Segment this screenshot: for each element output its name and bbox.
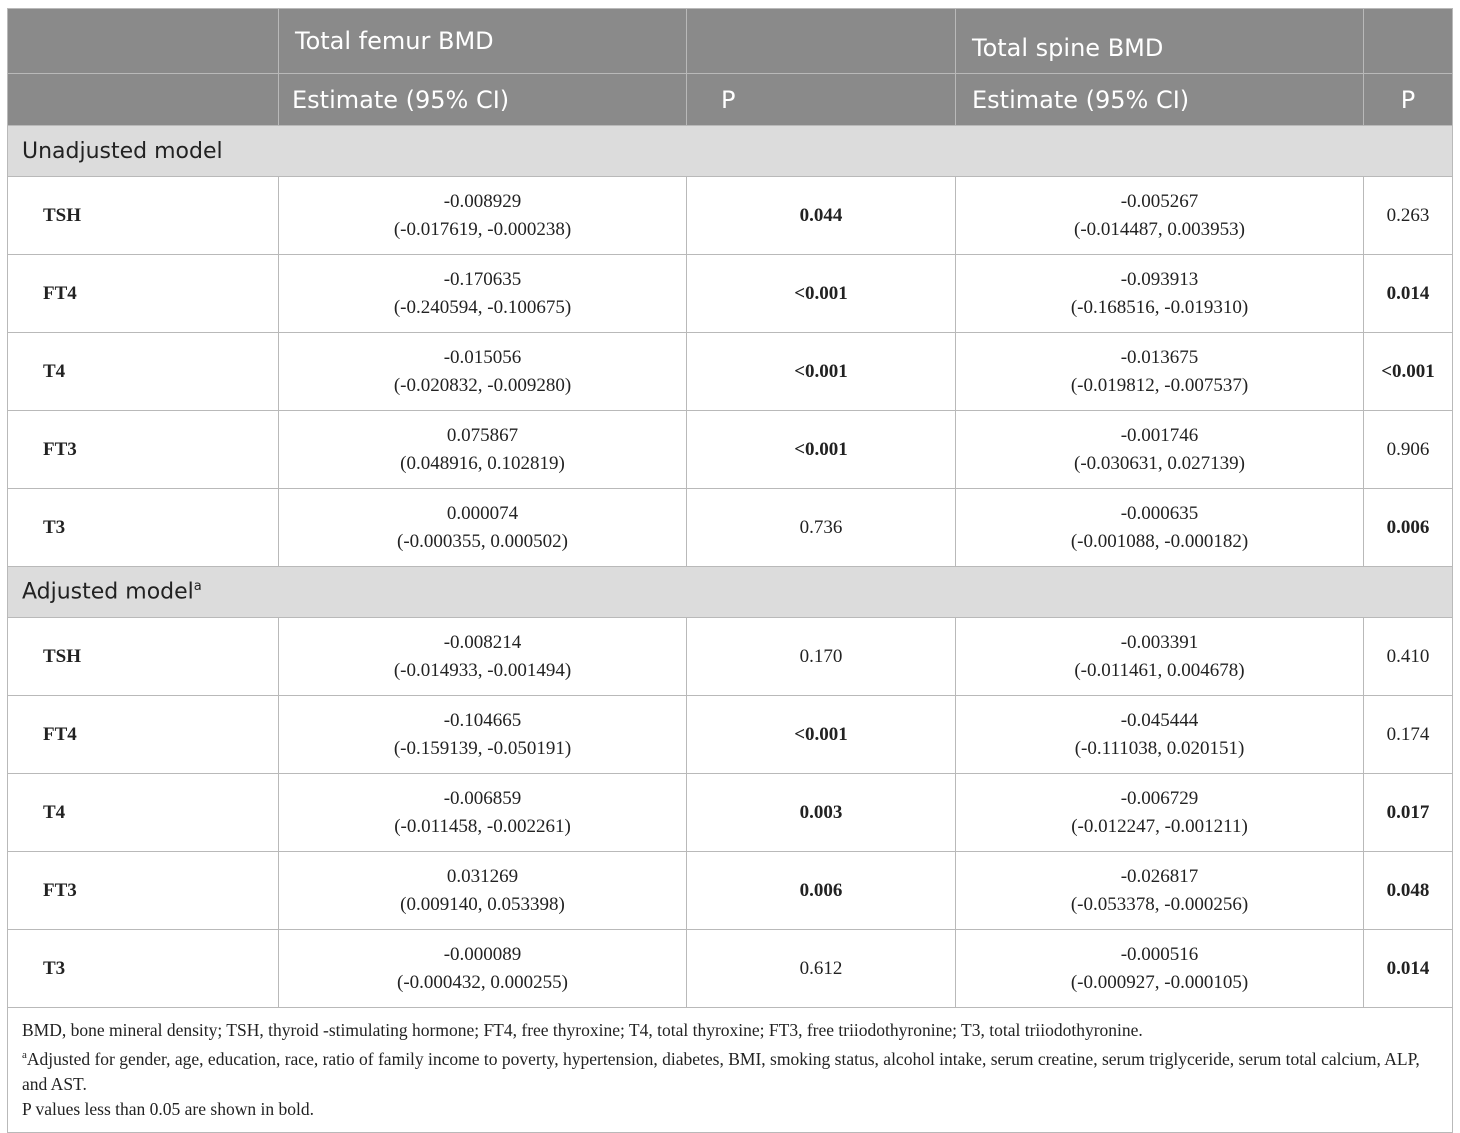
section-row (8, 567, 1453, 618)
footnote-bold-note: P values less than 0.05 are shown in bold. (22, 1098, 314, 1119)
spine-estimate-cell (956, 255, 1364, 333)
femur-p-cell: <0.001 (687, 411, 956, 489)
variable-cell: FT3 (8, 411, 279, 489)
variable-cell: FT4 (8, 255, 279, 333)
confidence-interval: (-0.020832, -0.009280) (393, 374, 572, 396)
spine-estimate-cell (956, 489, 1364, 567)
table-row (8, 774, 1453, 852)
section-label-text: Adjusted model (22, 579, 194, 605)
section-label-sup: a (193, 579, 202, 595)
confidence-interval: (-0.053378, -0.000256) (1070, 893, 1249, 915)
confidence-interval: (-0.014933, -0.001494) (393, 659, 572, 681)
femur-estimate-cell (279, 177, 687, 255)
spine-estimate-cell (956, 618, 1364, 696)
spine-estimate-header: Estimate (95% CI) (956, 74, 1364, 126)
table-row (8, 618, 1453, 696)
estimate-value: -0.008929 (443, 190, 522, 212)
spine-p-cell: 0.017 (1364, 774, 1453, 852)
table-row (8, 930, 1453, 1008)
table-row (8, 696, 1453, 774)
femur-p-cell: <0.001 (687, 255, 956, 333)
variable-cell: FT3 (8, 852, 279, 930)
estimate-value: 0.000074 (446, 502, 519, 524)
estimate-value: -0.026817 (1120, 865, 1199, 887)
footnote-cell (8, 1008, 1453, 1133)
variable-cell: T3 (8, 489, 279, 567)
femur-estimate-cell (279, 333, 687, 411)
header-blank (687, 9, 956, 74)
estimate-value: -0.003391 (1120, 631, 1199, 653)
spine-bmd-header: Total spine BMD (956, 9, 1364, 74)
femur-estimate-header: Estimate (95% CI) (279, 74, 687, 126)
estimate-value: -0.008214 (443, 631, 522, 653)
spine-p-header: P (1364, 74, 1453, 126)
femur-estimate-cell (279, 774, 687, 852)
confidence-interval: (-0.001088, -0.000182) (1070, 530, 1249, 552)
femur-estimate-cell (279, 618, 687, 696)
spine-p-cell: 0.174 (1364, 696, 1453, 774)
table-footnotes (8, 1008, 1453, 1133)
confidence-interval: (-0.000927, -0.000105) (1070, 971, 1249, 993)
femur-p-cell: <0.001 (687, 696, 956, 774)
spine-estimate-cell (956, 333, 1364, 411)
header-blank (8, 9, 279, 74)
confidence-interval: (-0.111038, 0.020151) (1074, 737, 1245, 759)
femur-p-cell: 0.736 (687, 489, 956, 567)
femur-estimate-cell (279, 255, 687, 333)
table-body (8, 126, 1453, 1008)
spine-p-cell: 0.006 (1364, 489, 1453, 567)
confidence-interval: (-0.014487, 0.003953) (1074, 218, 1245, 240)
estimate-value: 0.075867 (446, 424, 519, 446)
spine-p-cell: 0.906 (1364, 411, 1453, 489)
footnote-adjustment (22, 1043, 1440, 1097)
results-table (7, 8, 1453, 1133)
table-row (8, 255, 1453, 333)
estimate-value: -0.000635 (1120, 502, 1199, 524)
variable-cell: T4 (8, 774, 279, 852)
confidence-interval: (0.048916, 0.102819) (400, 452, 565, 474)
estimate-value: -0.015056 (443, 346, 522, 368)
confidence-interval: (0.009140, 0.053398) (400, 893, 565, 915)
footnote-sup: a (22, 1049, 27, 1061)
variable-cell: T3 (8, 930, 279, 1008)
femur-estimate-cell (279, 930, 687, 1008)
spine-estimate-cell (956, 177, 1364, 255)
spine-estimate-cell (956, 852, 1364, 930)
estimate-value: -0.001746 (1120, 424, 1199, 446)
spine-p-cell: 0.014 (1364, 930, 1453, 1008)
femur-p-cell: 0.003 (687, 774, 956, 852)
table-header (8, 9, 1453, 126)
confidence-interval: (-0.168516, -0.019310) (1070, 296, 1249, 318)
confidence-interval: (-0.240594, -0.100675) (393, 296, 572, 318)
footnote-adjustment-text: Adjusted for gender, age, education, race, ratio of family income to poverty, hypertension, diabetes, BMI, smoking status, alcohol intake, serum creatine, serum triglyceride, serum total calcium, ALP, and AST. (22, 1048, 1420, 1094)
spine-p-cell: <0.001 (1364, 333, 1453, 411)
confidence-interval: (-0.017619, -0.000238) (393, 218, 572, 240)
section-label-text: Unadjusted model (22, 138, 223, 164)
footnote-abbreviations: BMD, bone mineral density; TSH, thyroid -stimulating hormone; FT4, free thyroxine; T4, total thyroxine; FT3, free triiodothyronine; T3, total triiodothyronine. (22, 1020, 1143, 1040)
spine-estimate-cell (956, 930, 1364, 1008)
table-row (8, 333, 1453, 411)
estimate-value: -0.006729 (1120, 787, 1199, 809)
femur-p-cell: <0.001 (687, 333, 956, 411)
section-row (8, 126, 1453, 177)
spine-p-cell: 0.014 (1364, 255, 1453, 333)
confidence-interval: (-0.011461, 0.004678) (1074, 659, 1245, 681)
spine-p-cell: 0.410 (1364, 618, 1453, 696)
femur-p-cell: 0.044 (687, 177, 956, 255)
results-table-container (7, 8, 1452, 1133)
femur-p-header: P (687, 74, 956, 126)
table-row (8, 177, 1453, 255)
spine-estimate-cell (956, 774, 1364, 852)
estimate-value: -0.005267 (1120, 190, 1199, 212)
variable-cell: TSH (8, 618, 279, 696)
femur-estimate-cell (279, 489, 687, 567)
confidence-interval: (-0.000432, 0.000255) (397, 971, 568, 993)
estimate-value: -0.170635 (443, 268, 522, 290)
spine-p-cell: 0.263 (1364, 177, 1453, 255)
spine-p-cell: 0.048 (1364, 852, 1453, 930)
estimate-value: -0.000089 (443, 943, 522, 965)
confidence-interval: (-0.011458, -0.002261) (394, 815, 571, 837)
femur-p-cell: 0.170 (687, 618, 956, 696)
spine-estimate-cell (956, 696, 1364, 774)
estimate-value: -0.093913 (1120, 268, 1199, 290)
variable-cell: TSH (8, 177, 279, 255)
header-blank (1364, 9, 1453, 74)
estimate-value: -0.104665 (443, 709, 522, 731)
femur-bmd-header: Total femur BMD (279, 9, 687, 74)
estimate-value: -0.006859 (443, 787, 522, 809)
table-row (8, 411, 1453, 489)
spine-estimate-cell (956, 411, 1364, 489)
estimate-value: -0.013675 (1120, 346, 1199, 368)
variable-cell: T4 (8, 333, 279, 411)
header-blank (8, 74, 279, 126)
estimate-value: -0.000516 (1120, 943, 1199, 965)
confidence-interval: (-0.012247, -0.001211) (1071, 815, 1248, 837)
section-label (8, 567, 1453, 618)
estimate-value: 0.031269 (446, 865, 519, 887)
femur-estimate-cell (279, 852, 687, 930)
table-row (8, 852, 1453, 930)
variable-cell: FT4 (8, 696, 279, 774)
estimate-value: -0.045444 (1120, 709, 1199, 731)
table-row (8, 489, 1453, 567)
femur-estimate-cell (279, 696, 687, 774)
femur-estimate-cell (279, 411, 687, 489)
femur-p-cell: 0.006 (687, 852, 956, 930)
section-label (8, 126, 1453, 177)
femur-p-cell: 0.612 (687, 930, 956, 1008)
confidence-interval: (-0.019812, -0.007537) (1070, 374, 1249, 396)
confidence-interval: (-0.159139, -0.050191) (393, 737, 572, 759)
confidence-interval: (-0.030631, 0.027139) (1074, 452, 1245, 474)
confidence-interval: (-0.000355, 0.000502) (397, 530, 568, 552)
